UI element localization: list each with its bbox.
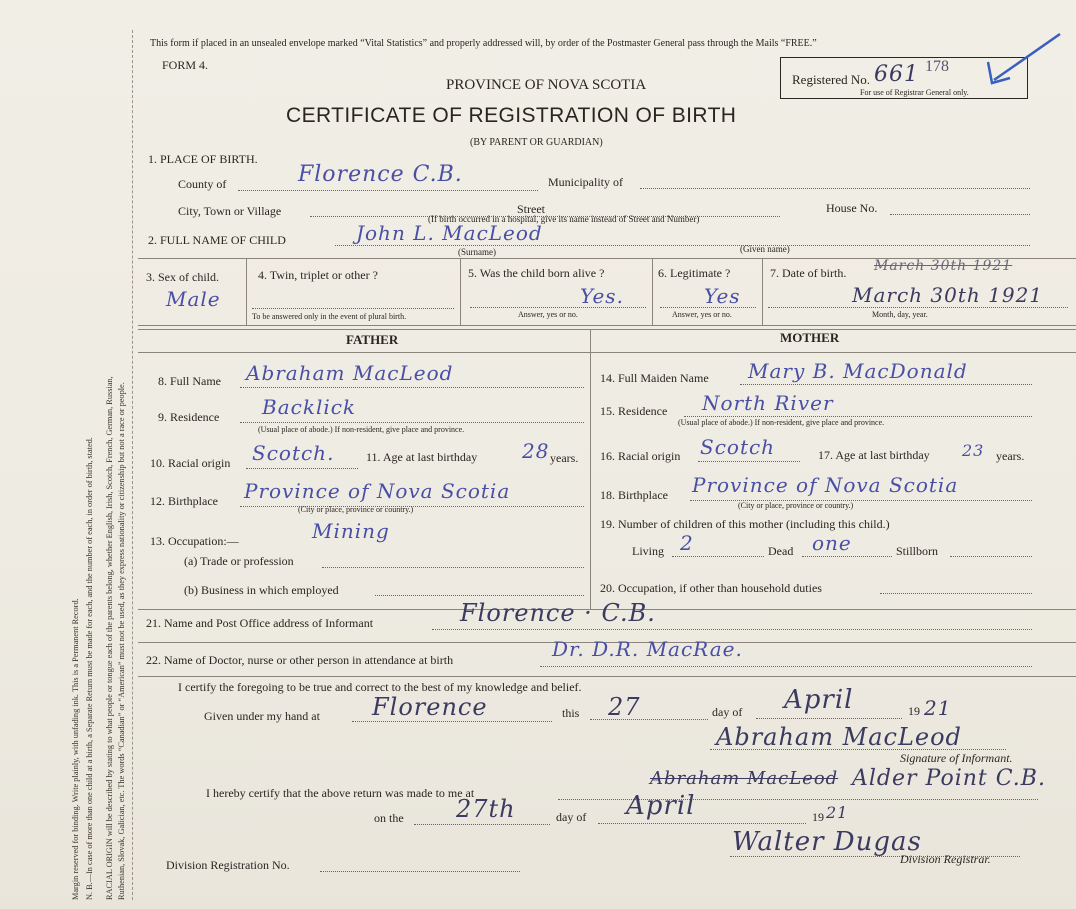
division-registration-line [320,871,520,872]
division-registrar-label: Division Registrar. [900,852,991,866]
mother-race-value: Scotch [700,435,776,459]
county-line [238,190,538,191]
mother-stillborn-line [950,556,1032,557]
informant-value: Florence · C.B. [460,599,656,627]
father-age-value: 28 [522,439,550,463]
mother-heading: MOTHER [780,330,840,345]
given-label: Given under my hand at [204,709,320,723]
legit-note: Answer, yes or no. [672,310,732,319]
mother-stillborn-label: Stillborn [896,544,939,558]
father-business-line [375,595,584,596]
father-trade-label: (a) Trade or profession [184,554,294,568]
father-bp-label: 12. Birthplace [150,494,218,508]
margin-rule [132,30,133,900]
registrar-statement: I hereby certify that the above return was made to me at [206,786,475,800]
mother-children-label: 19. Number of children of this mother (including this child.) [600,517,890,531]
municipality-line [640,188,1030,189]
certificate-title: CERTIFICATE OF REGISTRATION OF BIRTH [286,104,737,127]
sidebar-line-1: Margin reserved for binding. Write plainly, with unfading ink. This is a Permanent Record. [71,598,80,900]
street-label: Street [517,202,545,216]
father-occ-value: Mining [312,519,390,543]
surname-note: (Surname) [458,247,496,257]
day-value: 27 [608,693,641,721]
registrar-place-value: Alder Point C.B. [852,766,1046,791]
date-note: Month, day, year. [872,310,928,319]
father-res-label: 9. Residence [158,410,220,424]
informant-signature: Abraham MacLeod [716,723,962,751]
registrar-month-line [598,823,806,824]
legit-label: 6. Legitimate ? [658,266,731,280]
registrar-note: For use of Registrar General only. [860,88,969,97]
mother-living-line [672,556,764,557]
sex-value: Male [166,287,221,311]
date-line [768,307,1068,308]
year-value: 21 [924,696,952,720]
alive-note: Answer, yes or no. [518,310,578,319]
mother-age-value: 23 [962,441,985,460]
alive-value: Yes. [580,284,624,308]
mother-bp-value: Province of Nova Scotia [692,473,959,497]
date-struck-value: March 30th 1921 [874,258,1013,274]
father-heading: FATHER [346,332,399,347]
county-value: Florence C.B. [298,162,463,187]
grid-rule-bottom [138,325,1076,326]
mother-bp-note: (City or place, province or country.) [738,501,854,510]
mother-name-label: 14. Full Maiden Name [600,371,709,385]
on-label: on the [374,811,404,825]
certify-statement: I certify the foregoing to be true and correct to the best of my knowledge and belief. [178,680,582,694]
sex-label: 3. Sex of child. [146,270,219,284]
father-trade-line [322,567,584,568]
father-business-label: (b) Business in which employed [184,583,339,597]
father-name-value: Abraham MacLeod [246,361,454,385]
year-prefix: 19 [908,704,920,718]
registrar-day-line [414,824,550,825]
signature-line [710,749,1006,750]
mother-name-line [740,384,1032,385]
mother-living-value: 2 [680,531,694,555]
signature-label: Signature of Informant. [900,751,1013,765]
registered-label: Registered No. [792,72,870,87]
twin-line [252,308,454,309]
grid-div-4 [762,258,763,325]
father-race-line [246,468,358,469]
mail-note: This form if placed in an unsealed envelope marked “Vital Statistics” and properly addressed will, by order of the Postmaster General pass through the Mails “FREE.” [150,38,817,49]
registrar-signature: Walter Dugas [732,827,922,857]
county-label: County of [178,177,227,191]
mother-res-label: 15. Residence [600,404,668,418]
doctor-value: Dr. D.R. MacRae. [552,637,743,661]
house-line [890,214,1030,215]
mother-dead-label: Dead [768,544,794,558]
form-number: FORM 4. [162,58,209,72]
twin-label: 4. Twin, triplet or other ? [258,268,378,282]
registrar-dayof-label: day of [556,810,587,824]
blue-check-arrow-icon [980,28,1064,88]
father-name-label: 8. Full Name [158,374,221,388]
grid-div-1 [246,258,247,325]
alive-label: 5. Was the child born alive ? [468,266,605,280]
registrar-day-value: 27th [456,795,516,823]
mother-race-line [698,461,800,462]
father-res-note: (Usual place of abode.) If non-resident, give place and province. [258,425,465,434]
province-heading: PROVINCE OF NOVA SCOTIA [446,77,647,93]
mother-years: years. [996,449,1025,463]
date-label: 7. Date of birth. [770,266,847,280]
father-name-line [240,387,584,388]
mother-res-value: North River [702,391,834,415]
given-name-note: (Given name) [740,244,790,254]
registrar-year-value: 21 [826,803,849,822]
father-age-label: 11. Age at last birthday [366,450,478,464]
child-name-line [335,245,1030,246]
given-place-value: Florence [372,693,488,721]
dayof-label: day of [712,705,743,719]
father-bp-note: (City or place, province or country.) [298,505,414,514]
father-years: years. [550,451,579,465]
father-bp-value: Province of Nova Scotia [244,479,511,503]
month-value: April [784,685,854,715]
date-value: March 30th 1921 [852,283,1044,307]
registrar-struck-value: Abraham MacLeod [650,768,839,789]
mother-res-line [684,416,1032,417]
legit-value: Yes [704,284,741,308]
month-line [756,718,902,719]
city-label: City, Town or Village [178,204,282,218]
sidebar-line-4: Ruthenian, Slovak, Galician, etc. The words “Canadian” or “American” must not be used, as they express nationality or citizenship but not a race or people. [117,382,126,900]
father-race-value: Scotch. [252,441,335,465]
certificate-subtitle: (BY PARENT OR GUARDIAN) [470,137,603,148]
mother-occ-line [880,593,1032,594]
this-label: this [562,706,580,720]
place-label: 1. PLACE OF BIRTH. [148,152,258,166]
mother-name-value: Mary B. MacDonald [748,359,968,383]
given-place-line [352,721,552,722]
parents-divider [590,329,591,609]
grid-div-2 [460,258,461,325]
father-race-label: 10. Racial origin [150,456,231,470]
registered-number: 661 [874,62,919,87]
registrar-year-prefix: 19 [812,810,824,824]
parents-rule-mid [138,352,1076,353]
mother-living-label: Living [632,544,664,558]
sidebar-line-2: N. B.—In case of more than one child at a birth, a Separate Return must be made for each, and the number of each, in order of birth, stated. [85,437,94,900]
alive-line [470,307,646,308]
sidebar-line-3: RACIAL ORIGIN will be described by stating to what people or tongue each of the parents belong, whether English, Irish, Scotch, French, German, Russian, [105,376,114,900]
parents-rule-top [138,329,1076,330]
child-name-value: John L. MacLeod [356,221,543,245]
hospital-note: (If birth occurred in a hospital, give its name instead of Street and Number) [428,214,700,224]
mother-bp-label: 18. Birthplace [600,488,668,502]
legit-line [660,307,756,308]
mother-dead-line [802,556,892,557]
grid-div-3 [652,258,653,325]
informant-label: 21. Name and Post Office address of Informant [146,616,374,630]
mother-dead-value: one [812,531,852,555]
twin-note: To be answered only in the event of plural birth. [252,312,407,321]
registered-stamp: 178 [925,58,949,75]
mother-res-note: (Usual place of abode.) If non-resident, give place and province. [678,418,885,427]
father-res-value: Backlick [262,395,357,419]
informant-line [432,629,1032,630]
father-res-line [240,422,584,423]
house-label: House No. [826,201,878,215]
child-name-label: 2. FULL NAME OF CHILD [148,233,286,247]
doctor-rule [138,676,1076,677]
division-registration-label: Division Registration No. [166,858,290,872]
doctor-label: 22. Name of Doctor, nurse or other person in attendance at birth [146,653,454,667]
registrar-month-value: April [626,791,696,821]
municipality-label: Municipality of [548,175,623,189]
doctor-line [540,666,1032,667]
father-occ-label: 13. Occupation:— [150,534,239,548]
mother-occ-label: 20. Occupation, if other than household duties [600,581,822,595]
mother-race-label: 16. Racial origin [600,449,681,463]
mother-age-label: 17. Age at last birthday [818,448,930,462]
